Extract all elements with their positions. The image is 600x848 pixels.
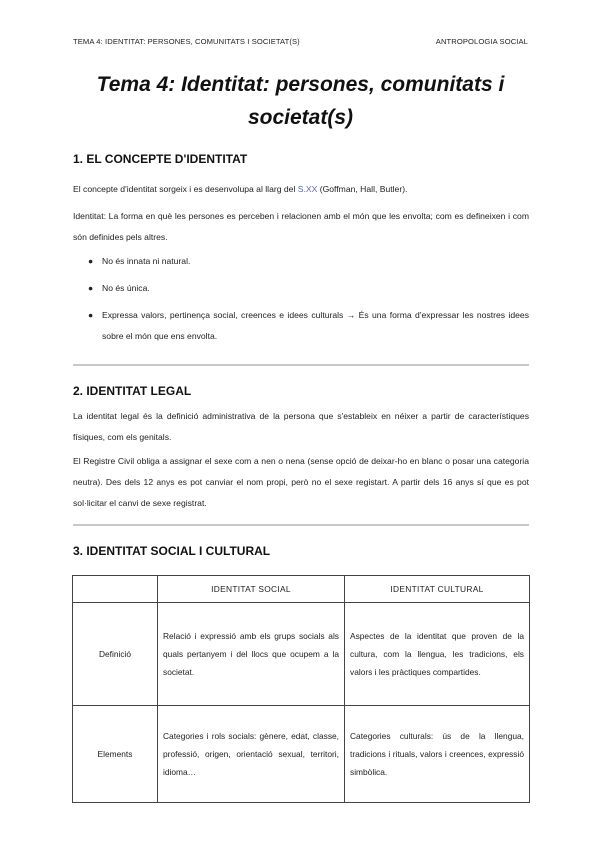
title-line-1: Tema 4: Identitat: persones, comunitats i <box>96 73 505 96</box>
page-title <box>73 68 528 134</box>
section-2-heading: 2. IDENTITAT LEGAL <box>73 384 192 398</box>
table-cell: Relació i expressió amb els grups socials als quals pertanyem i del llocs que ocupem a la societat. <box>158 603 345 706</box>
bullet-icon: ● <box>88 310 94 320</box>
column-header-cultural: IDENTITAT CULTURAL <box>345 576 530 603</box>
section-2-paragraph-2: El Registre Civil obliga a assignar el sexe com a nen o nena (sense opció de deixar-ho en blanc o posar una categoria neutra). Des dels 12 anys es pot canviar el nom propi, però no el sexe registart. A partir dels 16 anys sí que es pot sol·licitar el canvi de sexe registrat. <box>73 456 529 508</box>
table-row <box>73 706 530 803</box>
running-header-left: TEMA 4: IDENTITAT: PERSONES, COMUNITATS I SOCIETAT(S) <box>73 37 300 46</box>
list-item-text: No és innata ni natural. <box>102 256 191 266</box>
column-header-social: IDENTITAT SOCIAL <box>158 576 345 603</box>
list-item-text: No és única. <box>102 283 150 293</box>
bullet-icon: ● <box>88 256 94 266</box>
section-1-definition: Identitat: La forma en què les persones es perceben i relacionen amb el món que les envolta; com es defineixen i com són definides pels altres. <box>73 211 529 242</box>
section-1-heading: 1. EL CONCEPTE D'IDENTITAT <box>73 152 248 166</box>
section-divider <box>73 524 529 526</box>
list-item <box>88 305 529 347</box>
row-label: Elements <box>73 706 158 803</box>
identity-comparison-table <box>72 575 530 803</box>
section-divider <box>73 364 529 366</box>
list-item-text: Expressa valors, pertinença social, creences e idees culturals → És una forma d'expressar les nostres idees sobre el món que ens envolta. <box>102 310 529 341</box>
intro-highlight: S.XX <box>297 184 318 194</box>
table-header-row <box>73 576 530 603</box>
list-item <box>88 251 529 272</box>
running-header-right: ANTROPOLOGIA SOCIAL <box>435 37 528 46</box>
section-1-intro <box>73 179 529 200</box>
section-3-heading: 3. IDENTITAT SOCIAL I CULTURAL <box>73 544 271 558</box>
intro-text-after: (Goffman, Hall, Butler). <box>317 184 408 194</box>
table-row <box>73 603 530 706</box>
table-cell: Aspectes de la identitat que proven de la cultura, com la llengua, les tradicions, els valors i les pràctiques compartides. <box>345 603 530 706</box>
list-item <box>88 278 529 299</box>
intro-text-before: El concepte d'identitat sorgeix i es desenvolupa al llarg del <box>73 184 298 194</box>
row-label: Definició <box>73 603 158 706</box>
table-corner-cell <box>73 576 158 603</box>
bullet-icon: ● <box>88 283 94 293</box>
table-cell: Categories culturals: ús de la llengua, tradicions i rituals, valors i creences, expressió simbòlica. <box>345 706 530 803</box>
title-line-2: societat(s) <box>247 106 354 129</box>
table-cell: Categories i rols socials: gènere, edat, classe, professió, origen, orientació sexual, territori, idioma… <box>158 706 345 803</box>
section-2-paragraph-1: La identitat legal és la definició administrativa de la persona que s'estableix en néixer a partir de característiques físiques, com els genitals. <box>73 411 529 442</box>
